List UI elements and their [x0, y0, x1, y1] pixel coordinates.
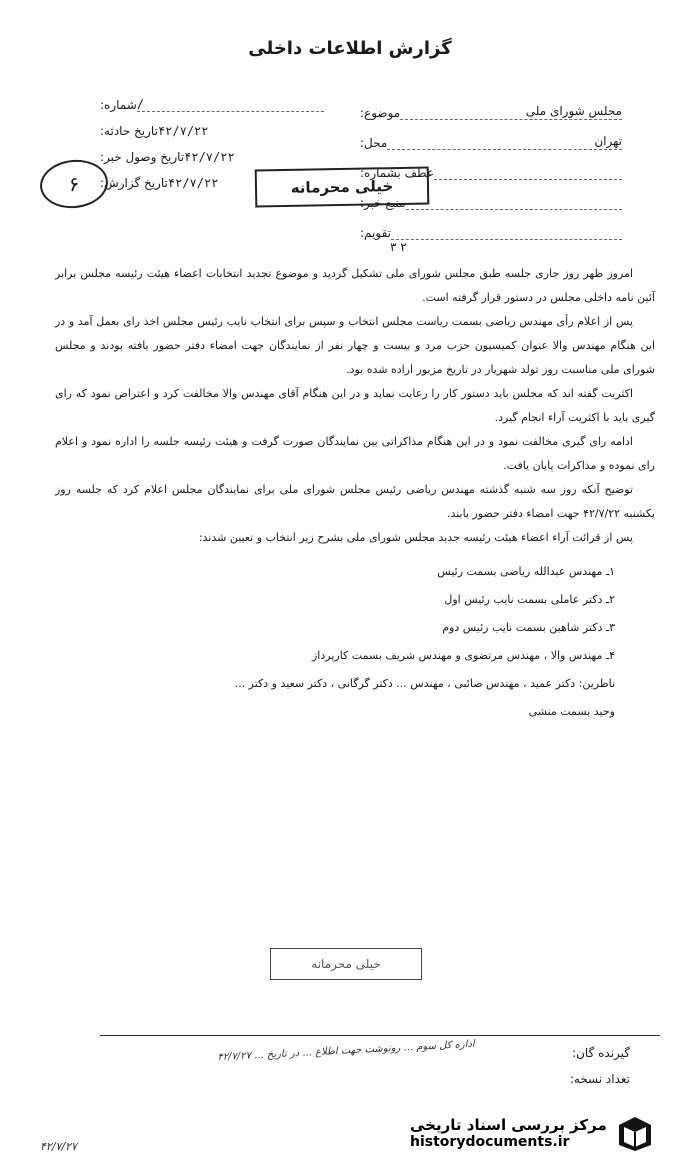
- field-received-date: [100, 138, 330, 164]
- field-value: [406, 208, 622, 210]
- board-members-list: [55, 558, 655, 726]
- footer-fields: [470, 1046, 630, 1098]
- field-value: [391, 238, 622, 240]
- body-paragraph: اکثریت گفته اند که مجلس باید دستور کار را رعایت نماید و در این هنگام آقای مهندس والا مخالفت کرد و اعتراض نمود که رای گیری باید با اکثریت آراء انجام گیرد.: [55, 387, 655, 424]
- field-label: موضوع:: [360, 106, 401, 120]
- body-paragraph: امروز ظهر روز جاری جلسه طبق مجلس شورای ملی تشکیل گردید و موضوع تجدید انتخابات اعضاء هیئت رئیسه مجلس برابر آئین نامه داخلی مجلس در دستور قرار گرفته است.: [55, 267, 655, 304]
- classification-stamp: خیلی محرمانه: [255, 166, 430, 207]
- list-item: ۲ـ دکتر عاملی بسمت نایب رئیس اول: [444, 593, 615, 606]
- field-label: محل:: [360, 136, 388, 150]
- field-label: تقویم:: [360, 226, 391, 240]
- watermark-url: historydocuments.ir: [410, 1134, 570, 1150]
- body-paragraph: توضیح آنکه روز سه شنبه گذشته مهندس ریاضی رئیس مجلس شورای ملی برای نمایندگان مجلس اعلام کرد که جلسه روز یکشنبه ۴۲/۷/۲۲ جهت امضاء دفتر حضور یابند.: [55, 483, 655, 520]
- watermark-texts: [410, 1116, 607, 1150]
- calendar-value: ۲ ۳: [390, 240, 407, 254]
- list-item: ۴ـ مهندس والا ، مهندس مرتضوی و مهندس شریف بسمت کارپرداز: [312, 649, 615, 662]
- watermark-logo: [410, 1107, 692, 1159]
- book-logo-icon: [615, 1113, 655, 1153]
- field-label: عطف بشماره:: [360, 166, 435, 180]
- copies-label: تعداد نسخه:: [569, 1072, 630, 1086]
- field-value: ۴۲/۷/۲۲: [157, 124, 209, 138]
- field-value: مجلس شورای ملی: [400, 104, 622, 120]
- circle-stamp: ۶: [38, 157, 111, 212]
- body-paragraph: پس از اعلام رأی مهندس ریاضی بسمت ریاست مجلس انتخاب و سپس برای انتخاب نایب رئیس مجلس اخذ رای بعمل آمد و در این هنگام مهندس والا عنوان کمیسیون حزب مرد و بیست و چهار نفر از نمایندگان جهت امضاء دفتر حضور یافته بودند و مجلس شورای ملی مناسبت روز تولد شهریار در تاریخ مزبور اراده شده بود.: [55, 315, 655, 376]
- list-item: وحید بسمت منشی: [528, 705, 615, 718]
- field-number: [100, 86, 330, 112]
- field-value: /: [137, 97, 324, 112]
- field-label: منبع خبر:: [360, 196, 406, 210]
- body-paragraph: پس از قرائت آراء اعضاء هیئت رئیسه جدید مجلس شورای ملی بشرح زیر انتخاب و تعیین شدند:: [198, 531, 633, 544]
- field-label: تاریخ حادثه:: [100, 124, 158, 138]
- list-item: ناظرین: دکتر عمید ، مهندس صائبی ، مهندس ... دکتر گرگانی ، دکتر سعید و دکتر ...: [234, 677, 615, 690]
- handwritten-note: اداره کل سوم ... رونوشت جهت اطلاع ... در تاریخ ... ۴۲/۷/۲۷: [217, 1038, 475, 1064]
- bottom-stamp: خیلی محرمانه: [270, 948, 422, 980]
- field-value: تهران: [387, 134, 622, 150]
- field-value: ۴۲/۷/۲۲: [167, 176, 219, 190]
- watermark-name: مرکز بررسی اسناد تاریخی: [410, 1116, 607, 1134]
- field-incident-date: [100, 112, 330, 138]
- field-label: تاریخ گزارش:: [100, 176, 168, 190]
- list-item: ۳ـ دکتر شاهین بسمت نایب رئیس دوم: [442, 621, 615, 634]
- field-value: ۴۲/۷/۲۲: [184, 150, 235, 164]
- recipients-label: گیرنده گان:: [572, 1046, 630, 1060]
- field-value: [434, 178, 622, 180]
- list-item: ۱ـ مهندس عبدالله ریاضی بسمت رئیس: [437, 565, 615, 578]
- divider: [100, 1035, 660, 1036]
- document-body: [55, 262, 655, 726]
- field-label: تاریخ وصول خبر:: [100, 150, 185, 164]
- body-paragraph: ادامه رای گیری مخالفت نمود و در این هنگام مذاکراتی بین نمایندگان صورت گرفت و هیئت رئیسه جلسه را اداره نمود و اعلام رای نموده و مذاکرات پایان یافت.: [55, 435, 655, 472]
- document-title: گزارش اطلاعات داخلی: [248, 38, 452, 59]
- field-label: شماره:: [100, 98, 137, 112]
- field-location: [360, 120, 630, 150]
- field-calendar: [360, 210, 630, 240]
- handwritten-date: ۴۲/۷/۲۷: [40, 1140, 77, 1153]
- field-subject: [360, 90, 630, 120]
